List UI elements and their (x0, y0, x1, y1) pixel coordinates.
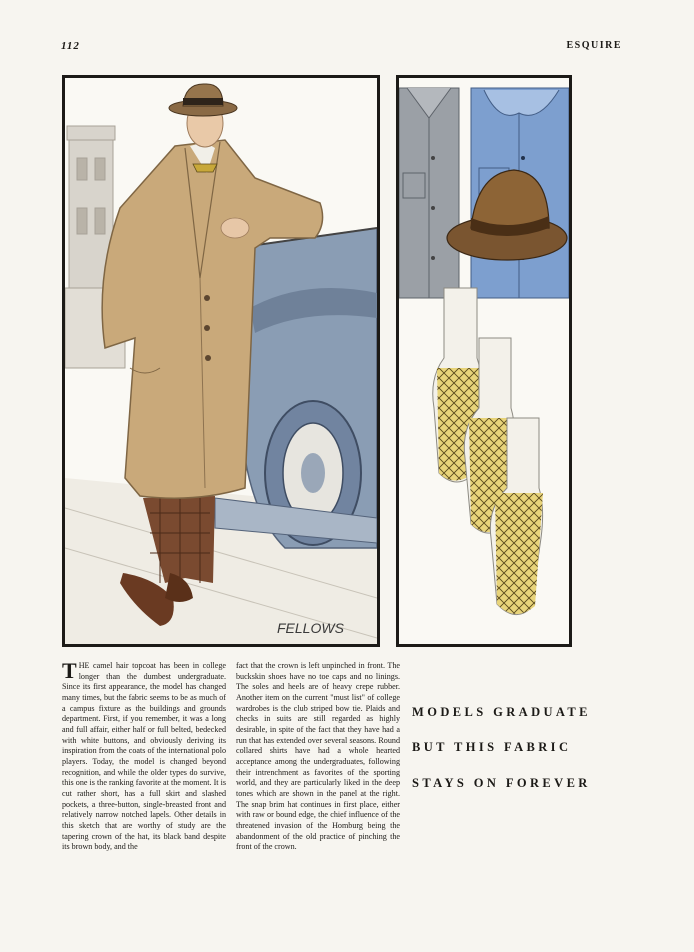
article-text-2: fact that the crown is left unpinched in front. The buckskin shoes have no toe caps and no linings. The soles and heels are of heavy crepe rubber. Another item on the current "must list" of college wardrobes is the club striped bow tie. Plaids and checks in suits are still regarded as highly desirable, in spite of the fact that they have had a run that has extended over several seasons. Round collared shirts have had a whole hearted acceptance among the undergraduates, following their intrenchment as favorites of the sporting world, and they are particularly liked in the deep tones which are shown in the panel at the right. The snap brim hat continues in first place, either with raw or bound edge, the chief influence of the threatened invasion of the Homburg being the abandonment of the old practice of pinching the front of the crown. (236, 661, 400, 852)
article-column-1 (62, 658, 226, 853)
man-in-camel-coat-drawing (65, 78, 377, 644)
grey-shirt (399, 88, 459, 298)
topcoat-illustration (62, 75, 380, 647)
headline-line-3: STAYS ON FOREVER (412, 776, 591, 790)
magazine-name: ESQUIRE (566, 40, 622, 51)
artist-signature: FELLOWS (277, 620, 344, 636)
article-column-2 (236, 661, 400, 853)
page-number: 112 (61, 40, 80, 52)
accessories-drawing (399, 78, 569, 644)
shirts-hat-socks-illustration (396, 75, 572, 647)
dropcap: T (62, 658, 77, 683)
headline-line-1: MODELS GRADUATE (412, 705, 591, 719)
headline-line-2: BUT THIS FABRIC (412, 740, 572, 754)
article-text-1: HE camel hair topcoat has been in college longer than the dumbest undergraduate. Since its first appearance, the model has changed many times, but the fabric seems to be as much of a campus fixture as the buildings and grounds department. First, if you remember, it was a long and full affair, either half or full belted, bedecked with white buttons, and obviously deriving its inspiration from the coats of the international polo players. Today, the model is changed beyond recognition, and while the older types do survive, this one is the ranking favorite at the moment. It is cut rather short, has a full skirt and slashed pockets, a three-button, single-breasted front and relatively narrow notched lapels. Other details in this sketch that are worthy of study are the tapering crown of the hat, its black band despite its brown body, and the (62, 661, 226, 852)
